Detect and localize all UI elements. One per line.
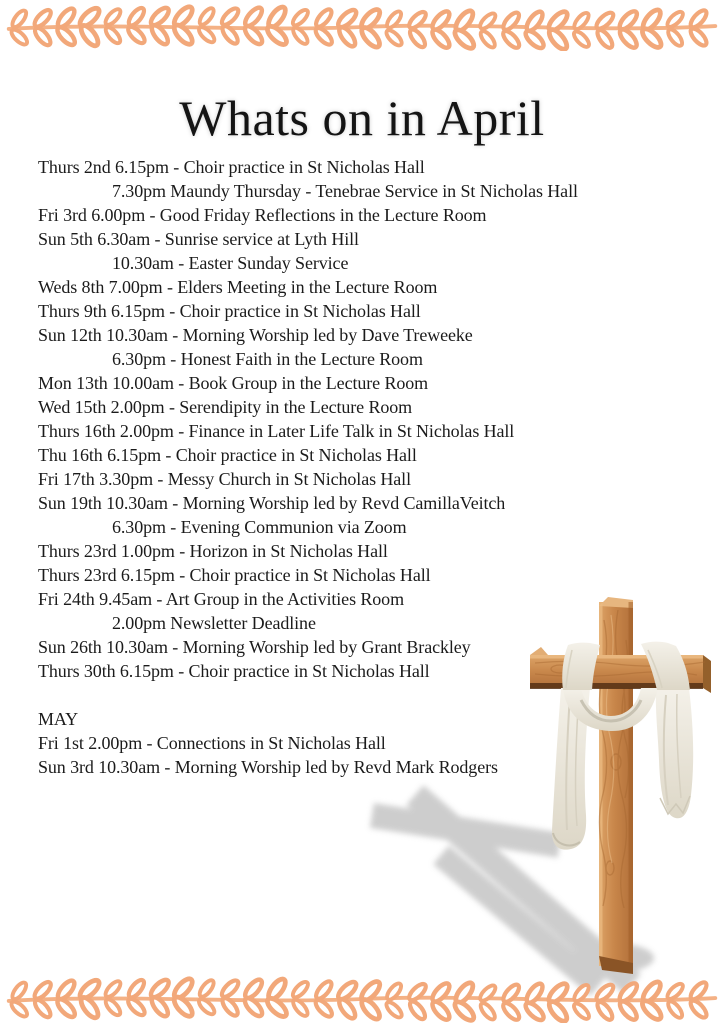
cross-post: [599, 597, 633, 974]
event-line: 2.00pm Newsletter Deadline: [112, 613, 316, 633]
event-line: Sun 26th 10.30am - Morning Worship led by Grant Brackley: [38, 637, 471, 657]
event-line: 10.30am - Easter Sunday Service: [112, 253, 349, 273]
event-line: Fri 3rd 6.00pm - Good Friday Reflections in the Lecture Room: [38, 205, 487, 225]
event-line: Sun 12th 10.30am - Morning Worship led by Dave Treweeke: [38, 325, 473, 345]
event-line: Thurs 23rd 1.00pm - Horizon in St Nicholas Hall: [38, 541, 388, 561]
event-line: Thurs 30th 6.15pm - Choir practice in St Nicholas Hall: [38, 661, 430, 681]
event-line: Weds 8th 7.00pm - Elders Meeting in the Lecture Room: [38, 277, 438, 297]
event-line: Thurs 23rd 6.15pm - Choir practice in St Nicholas Hall: [38, 565, 431, 585]
event-line: Thurs 16th 2.00pm - Finance in Later Life Talk in St Nicholas Hall: [38, 421, 515, 441]
event-line: Thurs 2nd 6.15pm - Choir practice in St Nicholas Hall: [38, 157, 425, 177]
section-heading: MAY: [38, 709, 79, 729]
easter-cross-image: [350, 572, 724, 1024]
event-line: Thurs 9th 6.15pm - Choir practice in St Nicholas Hall: [38, 301, 421, 321]
vine-border-top-icon: [0, 3, 724, 51]
event-line: Sun 3rd 10.30am - Morning Worship led by Revd Mark Rodgers: [38, 757, 498, 777]
event-line: Sun 5th 6.30am - Sunrise service at Lyth Hill: [38, 229, 359, 249]
vine-border-bottom-icon: [0, 975, 724, 1023]
event-line: Fri 1st 2.00pm - Connections in St Nicholas Hall: [38, 733, 386, 753]
event-line: Mon 13th 10.00am - Book Group in the Lecture Room: [38, 373, 429, 393]
event-line: 7.30pm Maundy Thursday - Tenebrae Service in St Nicholas Hall: [112, 181, 578, 201]
event-line: Wed 15th 2.00pm - Serendipity in the Lecture Room: [38, 397, 413, 417]
event-line: 6.30pm - Evening Communion via Zoom: [112, 517, 407, 537]
event-line: Thu 16th 6.15pm - Choir practice in St Nicholas Hall: [38, 445, 417, 465]
event-line: Fri 17th 3.30pm - Messy Church in St Nicholas Hall: [38, 469, 411, 489]
event-line: Fri 24th 9.45am - Art Group in the Activities Room: [38, 589, 404, 609]
page-title: Whats on in April: [179, 90, 545, 146]
event-line: Sun 19th 10.30am - Morning Worship led by Revd CamillaVeitch: [38, 493, 506, 513]
event-line: 6.30pm - Honest Faith in the Lecture Room: [112, 349, 423, 369]
